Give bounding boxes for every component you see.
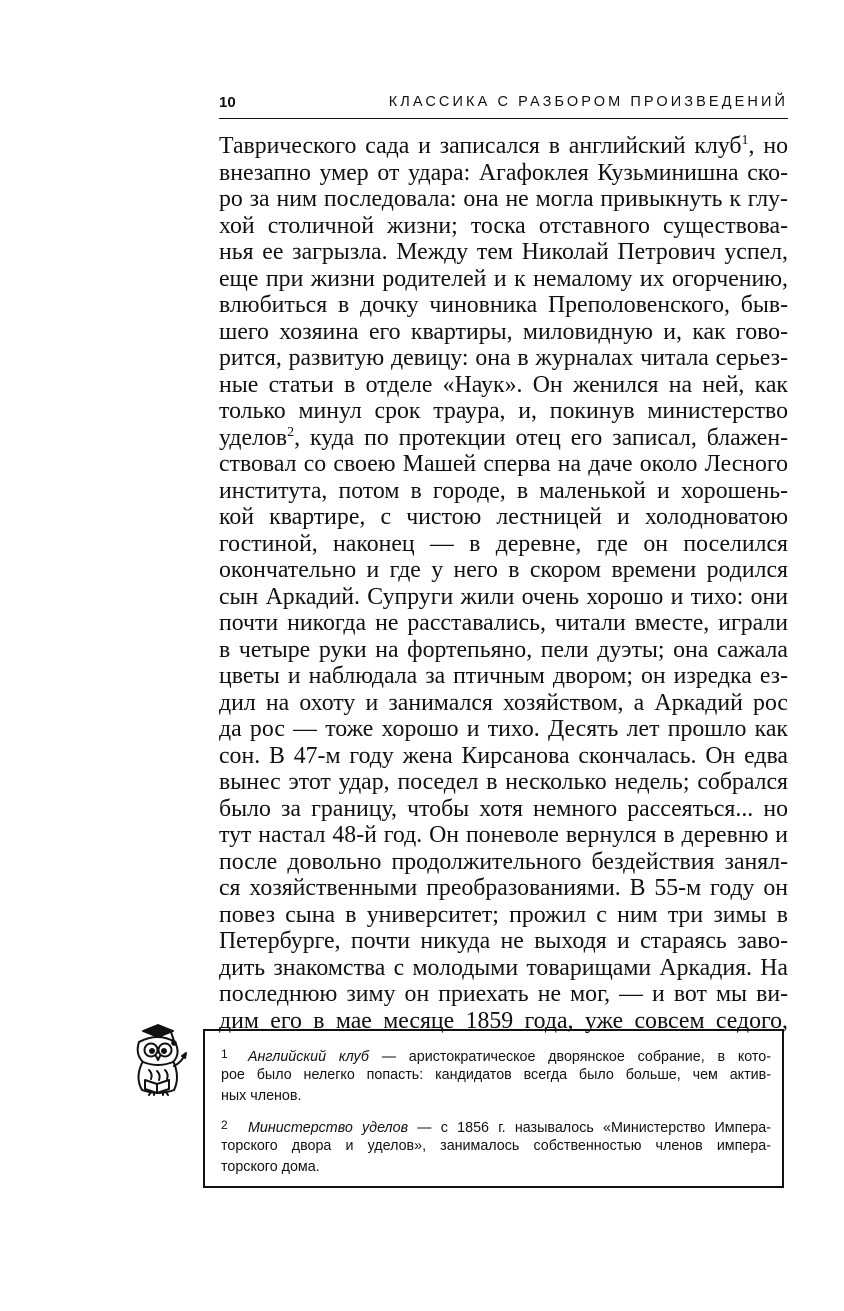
- text-line: Петербурге, почти никуда не выходя и стараясь заво-: [219, 928, 788, 954]
- text-line: ствовал со своею Машей сперва на даче около Лесного: [219, 451, 788, 477]
- text-line: только минул срок траура, и, покинув министерство: [219, 398, 788, 424]
- footnote-line: 1 Английский клуб — аристократическое дворянское собрание, в кото-: [221, 1044, 771, 1065]
- text-line: гостиной, наконец — в деревне, где он поселился: [219, 530, 788, 557]
- text-line: последнюю зиму он приехать не мог, — и вот мы ви-: [219, 981, 788, 1007]
- text-line: ные статьи в отделе «Наук». Он женился на ней, как: [219, 371, 788, 398]
- text-line: повез сына в университет; прожил с ним три зимы в: [219, 901, 788, 928]
- footnote-line: 2 Министерство уделов — с 1856 г. называлось «Министерство Импера-: [221, 1115, 771, 1136]
- footnote-number: 1: [221, 1047, 228, 1061]
- text-line: нья ее загрызла. Между тем Николай Петрович успел,: [219, 239, 788, 265]
- footnote-ref-1: 1: [741, 133, 749, 148]
- text-line: сон. В 47-м году жена Кирсанова скончалась. Он едва: [219, 742, 788, 769]
- text-line: шего хозяина его квартиры, миловидную и, как гово-: [219, 318, 788, 345]
- footnote-ref-2: 2: [287, 424, 295, 440]
- text-line: влюбиться в дочку чиновника Преполовенского, быв-: [219, 292, 788, 318]
- footnote-number: 2: [221, 1118, 228, 1132]
- text-line: дить знакомства с молодыми товарищами Аркадия. На: [219, 954, 788, 981]
- text-line: цветы и наблюдала за птичным двором; он изредка ез-: [219, 663, 788, 689]
- footnote-term: Министерство уделов: [248, 1120, 409, 1136]
- footnote-term: Английский клуб: [248, 1049, 369, 1065]
- footnotes-box: [203, 1029, 784, 1188]
- footnote-1: [221, 1044, 771, 1107]
- page-number: 10: [219, 94, 236, 111]
- footnote-2: [221, 1115, 771, 1178]
- running-title: КЛАССИКА С РАЗБОРОМ ПРОИЗВЕДЕНИЙ: [388, 94, 788, 110]
- text-line: дил на охоту и занимался хозяйством, а Аркадий рос: [219, 689, 788, 716]
- text-line: ся хозяйственными преобразованиями. В 55-м году он: [219, 875, 788, 901]
- text-line: института, потом в городе, в маленькой и хорошень-: [219, 477, 788, 504]
- text-line: Таврического сада и записался в английский клуб$^1$, но: [219, 133, 788, 159]
- text-line: почти никогда не расставались, читали вместе, играли: [219, 610, 788, 636]
- text-line: дим его в мае месяце 1859 года, уже совсем седого,: [219, 1007, 788, 1034]
- text-line: да рос — тоже хорошо и тихо. Десять лет прошло как: [219, 716, 788, 742]
- footnote-line: ных членов.: [221, 1088, 302, 1104]
- text-line: кой квартире, с чистою лестницей и холодноватою: [219, 504, 788, 530]
- text-line: вынес этот удар, поседел в несколько недель; собрался: [219, 769, 788, 795]
- owl-mascot-icon: [127, 1022, 189, 1096]
- main-text: [219, 133, 788, 1034]
- text-line: сын Аркадий. Супруги жили очень хорошо и тихо: они: [219, 583, 788, 610]
- text-line: в четыре руки на фортепьяно, пели дуэты; она сажала: [219, 636, 788, 663]
- text-line: хой столичной жизни; тоска отставного существова-: [219, 212, 788, 239]
- footnote-line: торского дома.: [221, 1159, 320, 1175]
- text-line: тут настал 48-й год. Он поневоле вернулся в деревню и: [219, 822, 788, 848]
- text-line: ро за ним последовала: она не могла привыкнуть к глу-: [219, 186, 788, 212]
- text-line: рится, развитую девицу: она в журналах читала серьез-: [219, 345, 788, 371]
- text-line: уделов$^2$, куда по протекции отец его записал, блажен-: [219, 424, 788, 451]
- text-line: было за границу, чтобы хотя немного рассеяться... но: [219, 795, 788, 822]
- text-line: окончательно и где у него в скором времени родился: [219, 557, 788, 583]
- footnote-line: торского двора и уделов», занималось собственностью членов импера-: [221, 1138, 771, 1154]
- text-line: внезапно умер от удара: Агафоклея Кузьминишна ско-: [219, 159, 788, 186]
- text-line: после довольно продолжительного бездействия занял-: [219, 848, 788, 875]
- page-header: [219, 92, 788, 119]
- text-line: еще при жизни родителей и к немалому их огорчению,: [219, 265, 788, 292]
- footnote-line: рое было нелегко попасть: кандидатов всегда было больше, чем актив-: [221, 1067, 771, 1083]
